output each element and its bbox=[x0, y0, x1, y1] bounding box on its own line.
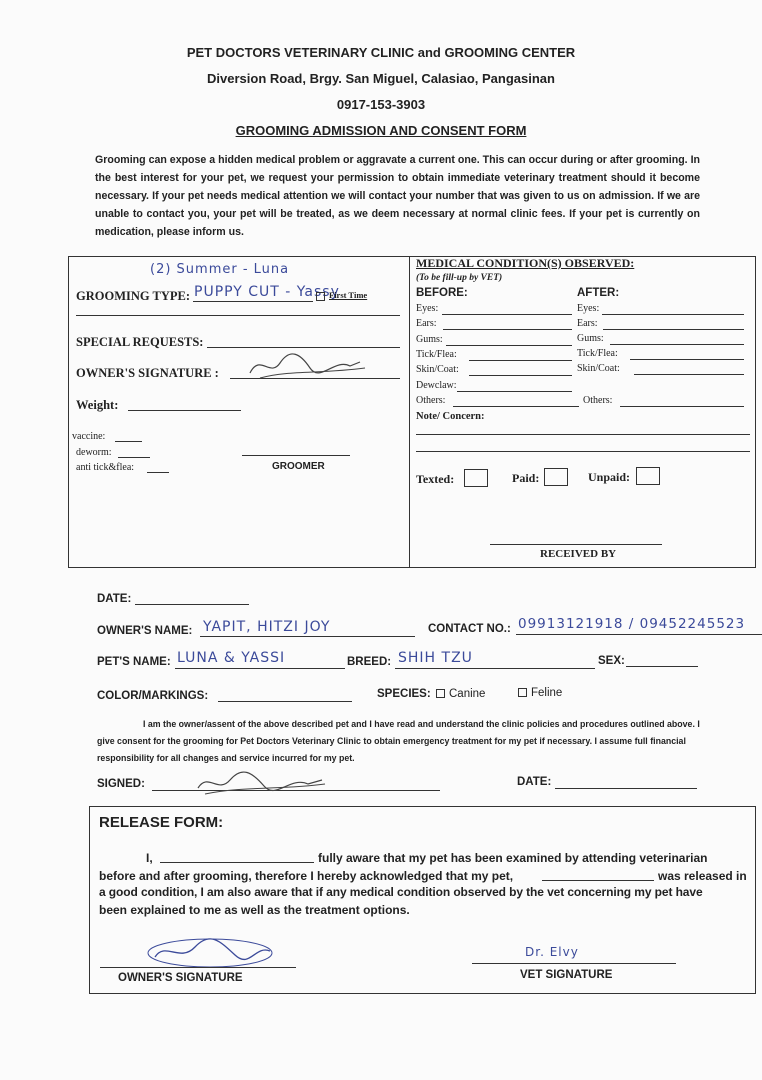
paid-label: Paid: bbox=[512, 471, 540, 485]
feline-label: Feline bbox=[531, 687, 563, 699]
vet-sig-label: VET SIGNATURE bbox=[520, 969, 613, 981]
first-time-checkbox[interactable] bbox=[316, 290, 367, 301]
medical-title: MEDICAL CONDITION(S) OBSERVED: bbox=[416, 256, 635, 270]
before-item-label: Dewclaw: bbox=[416, 379, 457, 391]
after-item-label: Ears: bbox=[577, 318, 598, 329]
received-by-line[interactable] bbox=[490, 544, 662, 545]
sex-line[interactable] bbox=[626, 666, 698, 667]
before-item-label: Gums: bbox=[416, 333, 443, 345]
clinic-address: Diversion Road, Brgy. San Miguel, Calasiao, Pangasinan bbox=[207, 71, 555, 86]
before-item-line[interactable] bbox=[469, 375, 572, 376]
grooming-note-handwritten: (2) Summer - Luna bbox=[150, 262, 290, 277]
release-i: I, bbox=[146, 851, 153, 865]
weight-line[interactable] bbox=[128, 410, 241, 411]
signed-date-label: DATE: bbox=[517, 776, 552, 788]
before-item-label: Ears: bbox=[416, 318, 437, 330]
release-text-2b: was released in bbox=[658, 869, 747, 883]
before-item-line[interactable] bbox=[443, 329, 572, 330]
special-requests-label: SPECIAL REQUESTS: bbox=[76, 335, 204, 349]
after-item-label: Others: bbox=[583, 395, 613, 406]
before-label: BEFORE: bbox=[416, 287, 468, 299]
release-text-4: been explained to me as well as the treatment options. bbox=[99, 903, 410, 917]
color-line[interactable] bbox=[218, 701, 352, 702]
before-item-line[interactable] bbox=[453, 406, 579, 407]
after-item-line[interactable] bbox=[610, 344, 744, 345]
after-item-label: Tick/Flea: bbox=[577, 348, 618, 359]
note-line-1[interactable] bbox=[416, 434, 750, 435]
owner-name-value[interactable]: YAPIT, HITZI JOY bbox=[203, 619, 331, 635]
after-item-label: Gums: bbox=[577, 333, 604, 344]
form-title: GROOMING ADMISSION AND CONSENT FORM bbox=[235, 123, 527, 138]
before-item-line[interactable] bbox=[469, 360, 572, 361]
color-label: COLOR/MARKINGS: bbox=[97, 690, 209, 702]
first-time-label: First Time bbox=[329, 290, 368, 300]
checkbox-icon bbox=[518, 688, 527, 697]
owner-signature-scribble-icon bbox=[140, 935, 280, 971]
received-by-label: RECEIVED BY bbox=[540, 548, 617, 560]
checkbox-icon bbox=[436, 689, 445, 698]
signed-date-line[interactable] bbox=[555, 788, 697, 789]
before-item-label: Skin/Coat: bbox=[416, 364, 459, 376]
after-label: AFTER: bbox=[577, 287, 620, 299]
pet-name-label: PET'S NAME: bbox=[97, 656, 171, 668]
paid-checkbox[interactable] bbox=[544, 468, 568, 486]
before-item-line[interactable] bbox=[442, 314, 572, 315]
vet-sig-line[interactable] bbox=[472, 963, 676, 964]
contact-label: CONTACT NO.: bbox=[428, 623, 511, 635]
medical-subtitle: (To be fill-up by VET) bbox=[416, 273, 503, 283]
sex-label: SEX: bbox=[598, 655, 625, 667]
breed-label: BREED: bbox=[347, 656, 392, 668]
groomer-line[interactable] bbox=[242, 455, 350, 456]
texted-checkbox[interactable] bbox=[464, 469, 488, 487]
before-item-line[interactable] bbox=[446, 345, 572, 346]
intro-paragraph: Grooming can expose a hidden medical problem or aggravate a current one. This can occur during or after grooming. In the best interest for your pet, we request your permission to obtain immediate veterinary treatment should it become necessary. If your pet needs medical attention we will contact your number that was given to us on admission. If we are unable to contact you, your pet will be treated, as we deem necessary at normal clinic fees. If your pet is currently on medication, please inform us. bbox=[95, 154, 700, 238]
weight-label: Weight: bbox=[76, 398, 119, 412]
owner-signature-label: OWNER'S SIGNATURE : bbox=[76, 366, 219, 380]
release-text-2a: before and after grooming, therefore I hereby acknowledged that my pet, bbox=[99, 869, 514, 883]
signature-scribble-icon bbox=[240, 348, 370, 384]
breed-value[interactable]: SHIH TZU bbox=[398, 650, 473, 666]
pet-name-value[interactable]: LUNA & YASSI bbox=[177, 650, 286, 666]
after-item-label: Skin/Coat: bbox=[577, 363, 620, 374]
anti-tick-line[interactable] bbox=[147, 472, 169, 473]
clinic-name: PET DOCTORS VETERINARY CLINIC and GROOMING CENTER bbox=[186, 45, 576, 60]
pet-name-line bbox=[175, 668, 345, 669]
owner-release-sig-line[interactable] bbox=[100, 967, 296, 968]
groomer-label: GROOMER bbox=[272, 461, 325, 472]
signed-label: SIGNED: bbox=[97, 778, 145, 790]
after-item-line[interactable] bbox=[630, 359, 744, 360]
grooming-type-line bbox=[193, 301, 313, 302]
release-pet-line[interactable] bbox=[542, 880, 654, 881]
feline-checkbox[interactable] bbox=[518, 687, 562, 699]
release-text-1: fully aware that my pet has been examined by attending veterinarian bbox=[318, 851, 708, 865]
canine-label: Canine bbox=[449, 688, 486, 700]
note-line-2[interactable] bbox=[416, 451, 750, 452]
date-line[interactable] bbox=[135, 604, 249, 605]
box-divider bbox=[409, 256, 410, 568]
consent-paragraph: I am the owner/assent of the above described pet and I have read and understand the clinic policies and procedures outlined above. I give consent for the grooming for Pet Doctors Veterinary Clinic to obtain emergency treatment for my pet if necessary. I assume full financial responsibility for all changes and service incurred for my pet. bbox=[97, 719, 700, 763]
vaccine-line[interactable] bbox=[115, 441, 142, 442]
contact-line bbox=[516, 634, 762, 635]
deworm-line[interactable] bbox=[118, 457, 150, 458]
after-item-line[interactable] bbox=[602, 314, 744, 315]
after-item-label: Eyes: bbox=[577, 303, 600, 314]
before-item-label: Others: bbox=[416, 394, 446, 406]
deworm-label: deworm: bbox=[76, 447, 112, 458]
before-item-label: Tick/Flea: bbox=[416, 348, 457, 360]
owner-release-sig-label: OWNER'S SIGNATURE bbox=[118, 972, 243, 984]
note-label: Note/ Concern: bbox=[416, 411, 485, 422]
release-name-line[interactable] bbox=[160, 862, 314, 863]
grooming-type-label: GROOMING TYPE: bbox=[76, 289, 191, 303]
owner-name-line bbox=[200, 636, 415, 637]
texted-label: Texted: bbox=[416, 472, 455, 486]
grooming-extra-line bbox=[76, 315, 400, 316]
unpaid-label: Unpaid: bbox=[588, 470, 631, 484]
before-item-label: Eyes: bbox=[416, 303, 439, 314]
clinic-phone: 0917-153-3903 bbox=[336, 97, 426, 112]
unpaid-checkbox[interactable] bbox=[636, 467, 660, 485]
vaccine-label: vaccine: bbox=[72, 431, 106, 442]
before-item-line[interactable] bbox=[457, 391, 572, 392]
anti-tick-label: anti tick&flea: bbox=[76, 462, 135, 473]
release-title: RELEASE FORM: bbox=[99, 814, 224, 831]
after-item-line[interactable] bbox=[620, 406, 744, 407]
species-label: SPECIES: bbox=[377, 688, 431, 700]
vet-signature-handwritten: Dr. Elvy bbox=[525, 945, 579, 959]
signature-scribble-icon bbox=[190, 768, 330, 798]
after-item-line[interactable] bbox=[634, 374, 744, 375]
date-label: DATE: bbox=[97, 593, 132, 605]
contact-value[interactable]: 09913121918 / 09452245523 bbox=[518, 616, 746, 632]
breed-line bbox=[395, 668, 595, 669]
owner-name-label: OWNER'S NAME: bbox=[97, 625, 193, 637]
canine-checkbox[interactable] bbox=[436, 688, 485, 700]
release-text-3: a good condition, I am also aware that if any medical condition observed by the vet concerning my pet have bbox=[99, 885, 703, 899]
grooming-type-value[interactable]: PUPPY CUT - Yassy bbox=[194, 284, 340, 300]
after-item-line[interactable] bbox=[603, 329, 744, 330]
checkbox-icon bbox=[316, 292, 325, 301]
